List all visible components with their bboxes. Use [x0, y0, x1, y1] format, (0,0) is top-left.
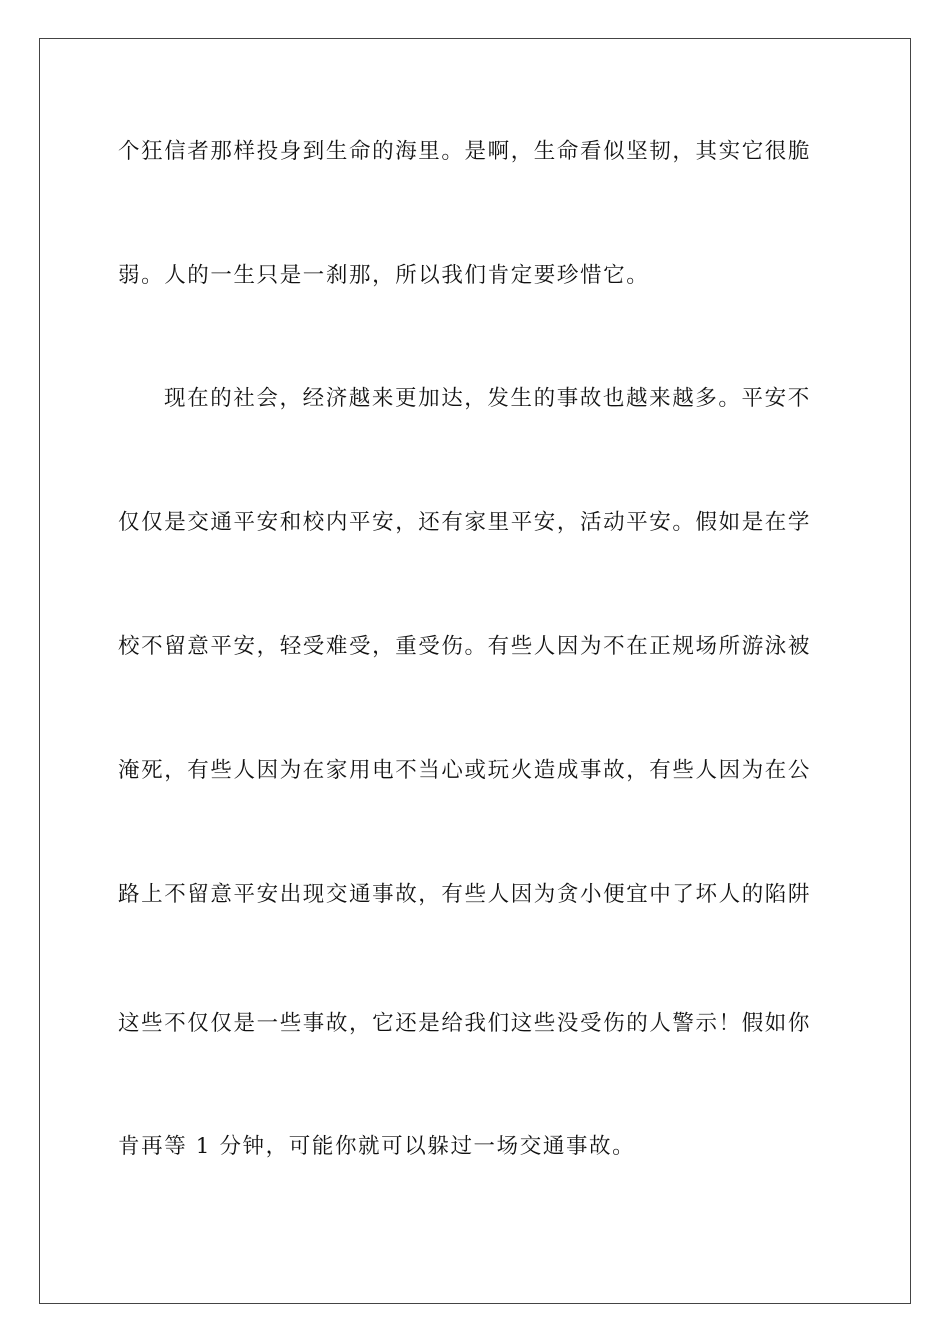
text-line-5: 校不留意平安，轻受难受，重受伤。有些人因为不在正规场所游泳被 [118, 634, 812, 659]
page-border [39, 38, 911, 1304]
text-line-1: 个狂信者那样投身到生命的海里。是啊，生命看似坚韧，其实它很脆 [118, 139, 812, 164]
paragraph-start-line: 现在的社会，经济越来更加达，发生的事故也越来越多。平安不 [164, 386, 811, 411]
text-line-4: 仅仅是交通平安和校内平安，还有家里平安，活动平安。假如是在学 [118, 510, 812, 535]
text-line-9: 肯再等 1 分钟，可能你就可以躲过一场交通事故。 [118, 1134, 636, 1159]
text-line-6: 淹死，有些人因为在家用电不当心或玩火造成事故，有些人因为在公 [118, 758, 812, 783]
text-line-2: 弱。人的一生只是一刹那，所以我们肯定要珍惜它。 [118, 263, 650, 288]
text-line-8: 这些不仅仅是一些事故，它还是给我们这些没受伤的人警示！假如你 [118, 1011, 812, 1036]
text-line-7: 路上不留意平安出现交通事故，有些人因为贪小便宜中了坏人的陷阱 [118, 882, 812, 907]
